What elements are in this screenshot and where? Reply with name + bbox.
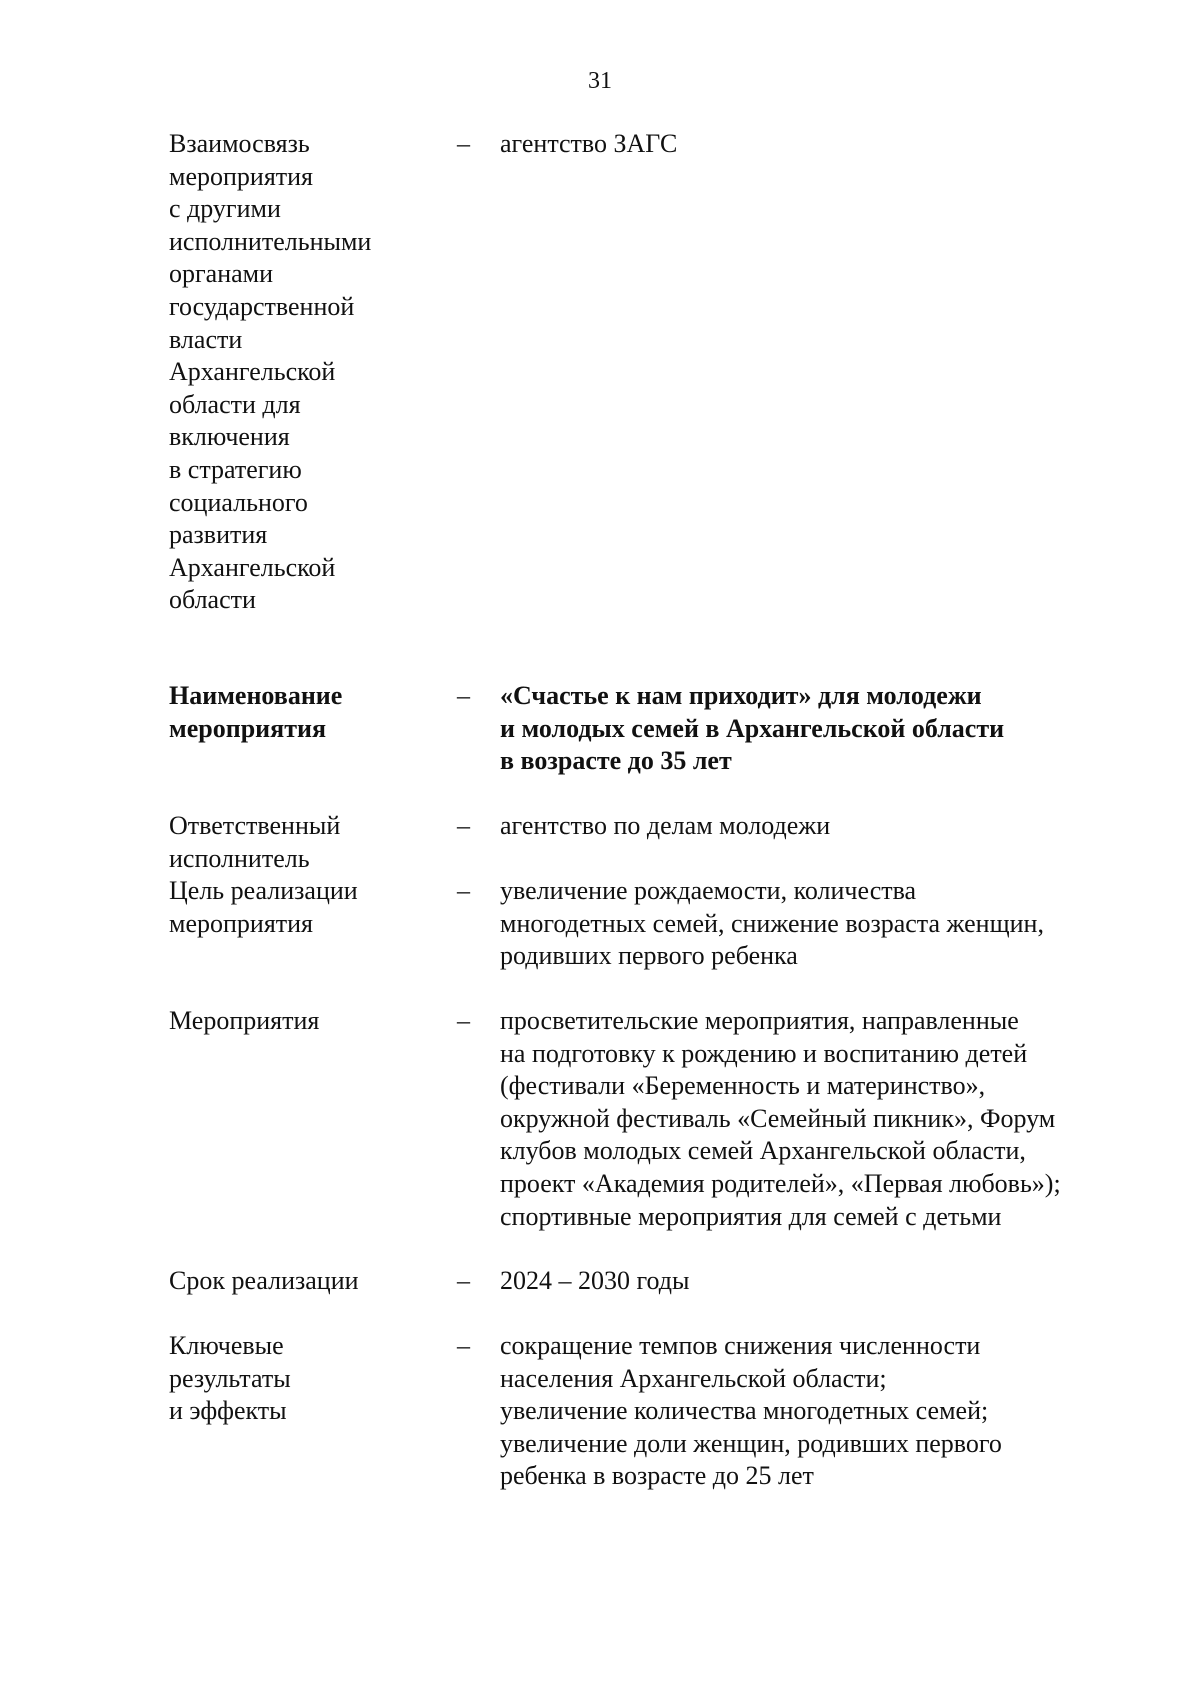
value-line: населения Архангельской области; bbox=[500, 1363, 887, 1393]
value-line: ребенка в возрасте до 25 лет bbox=[500, 1461, 814, 1491]
label-line: Ответственный bbox=[169, 811, 341, 840]
label-line: Взаимосвязь bbox=[169, 129, 310, 158]
label-line: исполнитель bbox=[169, 843, 310, 873]
label-line: развития bbox=[169, 520, 268, 550]
dash-separator: – bbox=[457, 876, 470, 905]
dash-separator: – bbox=[457, 811, 470, 840]
field-label bbox=[169, 875, 409, 940]
value-line: увеличение количества многодетных семей; bbox=[500, 1396, 989, 1426]
value-line: (фестивали «Беременность и материнство», bbox=[500, 1071, 986, 1101]
label-line: в стратегию bbox=[169, 454, 302, 484]
field-label bbox=[169, 680, 409, 745]
value-line: агентство по делам молодежи bbox=[500, 811, 831, 840]
field-value bbox=[500, 128, 1140, 161]
value-line: многодетных семей, снижение возраста женщин, bbox=[500, 908, 1044, 938]
dash-separator: – bbox=[457, 1006, 470, 1035]
value-line: клубов молодых семей Архангельской области, bbox=[500, 1136, 1026, 1166]
value-line: родивших первого ребенка bbox=[500, 941, 798, 971]
field-value bbox=[500, 810, 1140, 843]
label-line: области bbox=[169, 585, 256, 615]
field-value bbox=[500, 680, 1140, 778]
field-value bbox=[500, 1330, 1140, 1493]
label-line: результаты bbox=[169, 1363, 291, 1393]
value-line: в возрасте до 35 лет bbox=[500, 746, 732, 776]
field-value bbox=[500, 1265, 1140, 1298]
label-line: Цель реализации bbox=[169, 876, 358, 905]
value-line: 2024 – 2030 годы bbox=[500, 1266, 690, 1295]
label-line: мероприятия bbox=[169, 161, 314, 191]
label-line: социального bbox=[169, 487, 308, 517]
label-line: области для bbox=[169, 389, 301, 419]
label-line: и эффекты bbox=[169, 1396, 287, 1426]
field-label bbox=[169, 1330, 409, 1428]
value-line: окружной фестиваль «Семейный пикник», Форум bbox=[500, 1103, 1056, 1133]
label-line: Архангельской bbox=[169, 552, 336, 582]
value-line: «Счастье к нам приходит» для молодежи bbox=[500, 681, 982, 710]
field-label bbox=[169, 128, 409, 617]
value-line: и молодых семей в Архангельской области bbox=[500, 713, 1005, 743]
label-line: Срок реализации bbox=[169, 1266, 359, 1295]
value-line: спортивные мероприятия для семей с детьми bbox=[500, 1201, 1002, 1231]
label-line: Архангельской bbox=[169, 357, 336, 387]
dash-separator: – bbox=[457, 681, 470, 710]
label-line: исполнительными bbox=[169, 226, 372, 256]
label-line: Ключевые bbox=[169, 1331, 284, 1360]
field-label bbox=[169, 1005, 409, 1038]
label-line: мероприятия bbox=[169, 713, 327, 743]
value-line: агентство ЗАГС bbox=[500, 129, 678, 158]
value-line: проект «Академия родителей», «Первая любовь»); bbox=[500, 1168, 1061, 1198]
label-line: государственной bbox=[169, 291, 355, 321]
label-line: мероприятия bbox=[169, 908, 314, 938]
label-line: включения bbox=[169, 422, 290, 452]
dash-separator: – bbox=[457, 129, 470, 158]
field-value bbox=[500, 1005, 1140, 1233]
dash-separator: – bbox=[457, 1266, 470, 1295]
value-line: на подготовку к рождению и воспитанию детей bbox=[500, 1038, 1028, 1068]
field-label bbox=[169, 810, 409, 875]
label-line: Наименование bbox=[169, 681, 343, 710]
value-line: увеличение рождаемости, количества bbox=[500, 876, 917, 905]
label-line: с другими bbox=[169, 194, 281, 224]
value-line: увеличение доли женщин, родивших первого bbox=[500, 1428, 1002, 1458]
value-line: просветительские мероприятия, направленные bbox=[500, 1006, 1019, 1035]
dash-separator: – bbox=[457, 1331, 470, 1360]
page-number: 31 bbox=[588, 68, 612, 94]
label-line: органами bbox=[169, 259, 274, 289]
label-line: власти bbox=[169, 324, 243, 354]
field-value bbox=[500, 875, 1140, 973]
label-line: Мероприятия bbox=[169, 1006, 320, 1035]
field-label bbox=[169, 1265, 409, 1298]
value-line: сокращение темпов снижения численности bbox=[500, 1331, 981, 1360]
